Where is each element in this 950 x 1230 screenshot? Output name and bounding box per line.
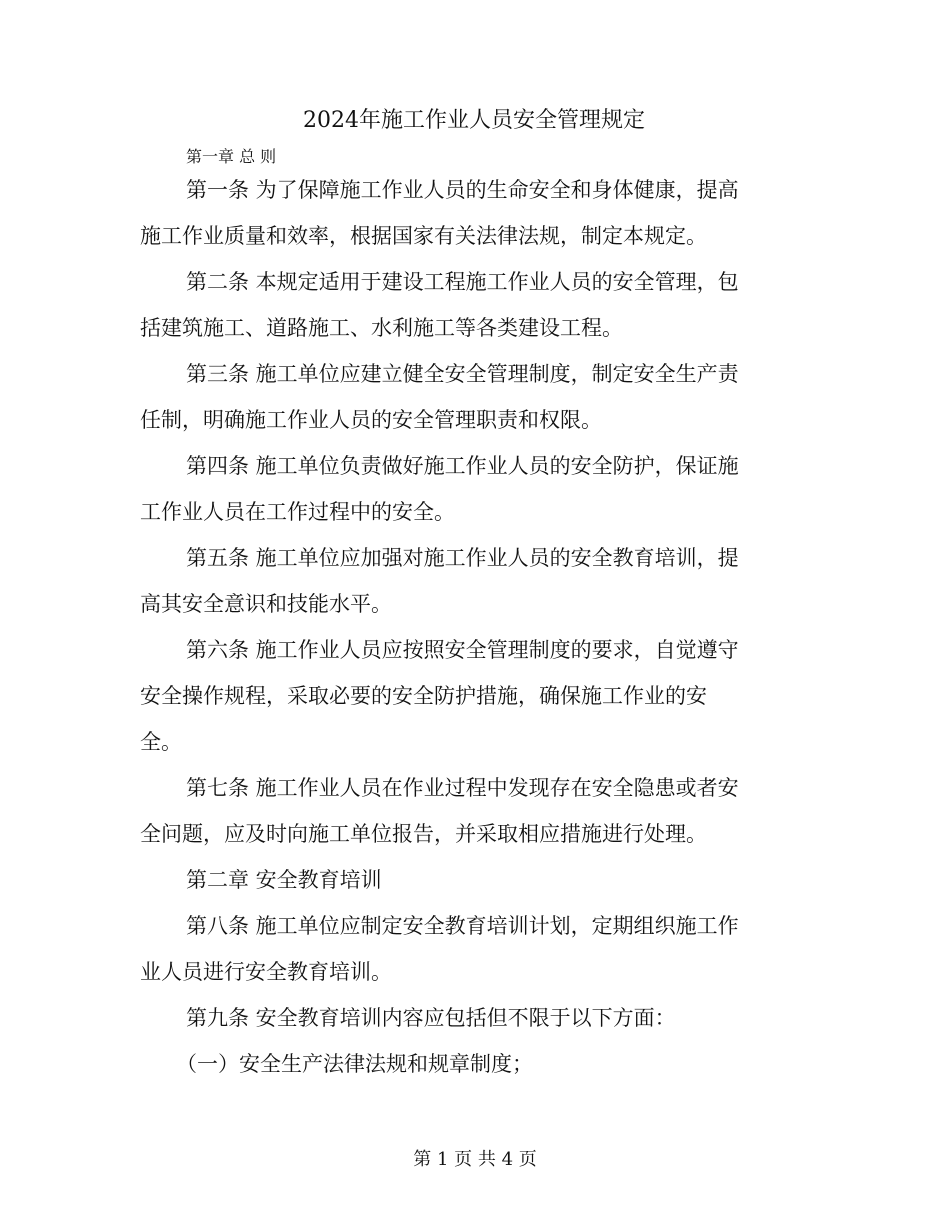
paragraph-line: 全问题，应及时向施工单位报告，并采取相应措施进行处理。 [140, 822, 707, 846]
chapter-heading-1: 第一章 总 则 [186, 147, 277, 166]
paragraph-line: 括建筑施工、道路施工、水利施工等各类建设工程。 [140, 316, 623, 340]
paragraph-line: 第二条 本规定适用于建设工程施工作业人员的安全管理，包 [186, 270, 739, 294]
paragraph-line: 第七条 施工作业人员在作业过程中发现存在安全隐患或者安 [186, 776, 739, 800]
chapter-heading-2: 第二章 安全教育培训 [186, 868, 382, 892]
paragraph-line: 高其安全意识和技能水平。 [140, 592, 392, 616]
paragraph-line: 施工作业质量和效率，根据国家有关法律法规，制定本规定。 [140, 224, 707, 248]
paragraph-line: 安全操作规程，采取必要的安全防护措施，确保施工作业的安 [140, 684, 707, 708]
paragraph-line: 第六条 施工作业人员应按照安全管理制度的要求，自觉遵守 [186, 638, 739, 662]
paragraph-line: 工作业人员在工作过程中的安全。 [140, 500, 455, 524]
document-body [140, 98, 808, 1087]
paragraph-line: 全。 [140, 730, 182, 754]
document-title: 2024年施工作业人员安全管理规定 [303, 108, 645, 133]
paragraph-line: 第一条 为了保障施工作业人员的生命安全和身体健康，提高 [186, 178, 739, 202]
paragraph-line: 第四条 施工单位负责做好施工作业人员的安全防护，保证施 [186, 454, 739, 478]
paragraph-line: 业人员进行安全教育培训。 [140, 960, 392, 984]
paragraph-line: 第九条 安全教育培训内容应包括但不限于以下方面： [186, 1006, 676, 1030]
paragraph-line: 第五条 施工单位应加强对施工作业人员的安全教育培训，提 [186, 546, 739, 570]
paragraph-line: 第八条 施工单位应制定安全教育培训计划，定期组织施工作 [186, 914, 739, 938]
list-item: （一）安全生产法律法规和规章制度； [176, 1052, 533, 1076]
paragraph-line: 第三条 施工单位应建立健全安全管理制度，制定安全生产责 [186, 362, 739, 386]
page-number-footer: 第 1 页 共 4 页 [413, 1149, 537, 1170]
paragraph-line: 任制，明确施工作业人员的安全管理职责和权限。 [140, 408, 602, 432]
